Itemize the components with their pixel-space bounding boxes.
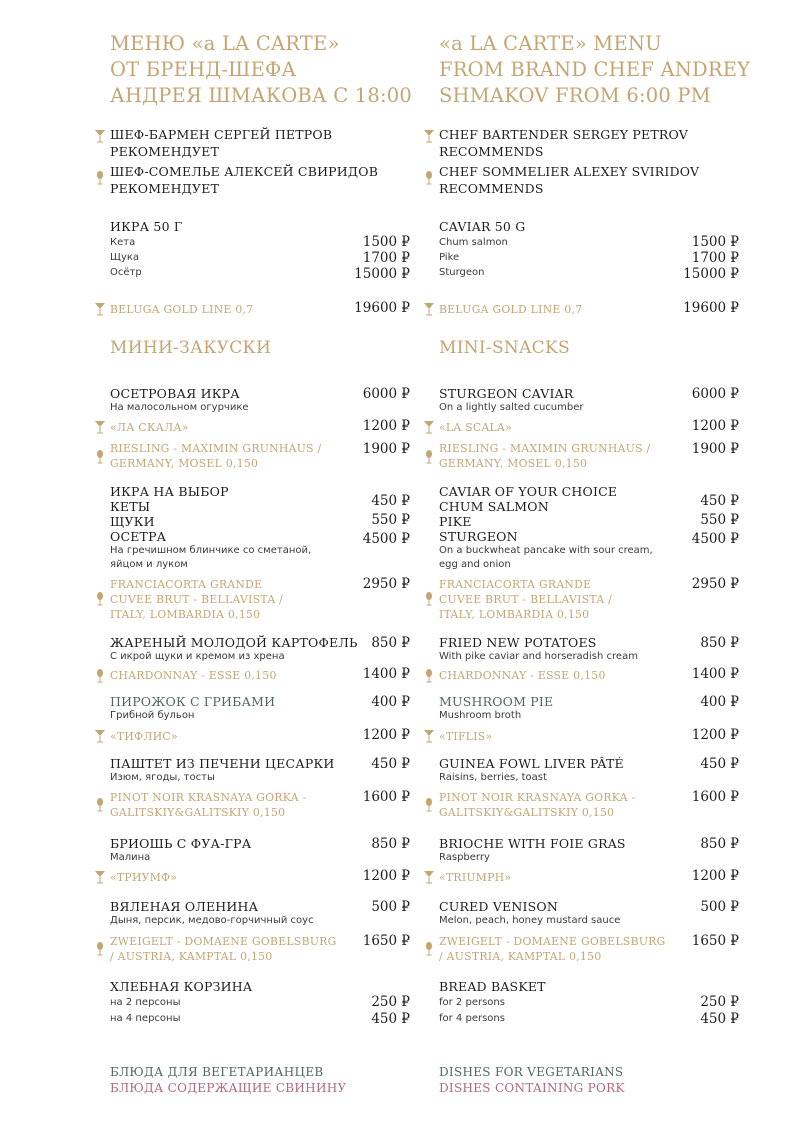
- cocktail-row: [110, 420, 410, 435]
- wine-glass-icon: [94, 798, 106, 812]
- item-price: 15000 ₽: [354, 266, 410, 282]
- legend-vegetarian: DISHES FOR VEGETARIANS: [439, 1065, 624, 1079]
- item-price: 1700 ₽: [691, 250, 739, 266]
- item-name: Chum salmon: [439, 237, 508, 248]
- wine-line: ITALY, LOMBARDIA 0,150: [439, 608, 590, 621]
- menu-item: [439, 266, 739, 280]
- item-name: ВЯЛЕНАЯ ОЛЕНИНА: [110, 899, 259, 914]
- item-name: Осётр: [110, 267, 142, 278]
- menu-item: [439, 236, 739, 250]
- wine-glass-icon: [94, 669, 106, 683]
- wine-line: GALITSKIY&GALITSKIY 0,150: [110, 806, 286, 819]
- wine-row: [110, 577, 410, 622]
- menu-item: [110, 236, 410, 250]
- cocktail-row: [439, 870, 739, 885]
- caviar-heading: CAVIAR 50 G: [439, 219, 526, 234]
- wine-glass-icon: [94, 592, 106, 606]
- wine-glass-icon: [423, 798, 435, 812]
- item-description: Mushroom broth: [439, 710, 522, 721]
- wine-line: RIESLING - MAXIMIN GRUNHAUS /: [110, 442, 322, 455]
- menu-item: [110, 484, 410, 572]
- wine-line: ZWEIGELT - DOMAENE GOBELSBURG: [110, 935, 337, 948]
- item-name: на 4 персоны: [110, 1013, 181, 1024]
- wine-glass-icon: [94, 942, 106, 956]
- wine-glass-icon: [423, 171, 435, 185]
- option-name: PIKE: [439, 514, 472, 529]
- drink-name: BELUGA GOLD LINE 0,7: [439, 303, 583, 316]
- bartender-line: RECOMMENDS: [439, 144, 544, 159]
- legend-pork: БЛЮДА СОДЕРЖАЩИЕ СВИНИНУ: [110, 1081, 347, 1095]
- menu-item: [110, 756, 410, 785]
- option-name: STURGEON: [439, 529, 518, 544]
- drink-price: 1400 ₽: [362, 666, 410, 682]
- drink-price: 2950 ₽: [691, 576, 739, 592]
- wine-row: [439, 934, 739, 964]
- item-price: 400 ₽: [371, 694, 410, 710]
- menu-item: [110, 635, 410, 664]
- item-name: Кета: [110, 237, 136, 248]
- menu-item: [439, 694, 739, 723]
- cocktail-glass-icon: [423, 870, 435, 884]
- sommelier-recommends: [110, 163, 410, 197]
- drink-name: «TRIUMPH»: [439, 871, 512, 884]
- item-price: 550 ₽: [371, 512, 410, 528]
- cocktail-glass-icon: [94, 870, 106, 884]
- item-price: 450 ₽: [700, 756, 739, 772]
- wine-line: ITALY, LOMBARDIA 0,150: [110, 608, 261, 621]
- item-description: On a lightly salted cucumber: [439, 402, 584, 413]
- cocktail-glass-icon: [423, 420, 435, 434]
- item-description: На гречишном блинчике со сметаной,: [110, 545, 312, 556]
- item-name: for 4 persons: [439, 1013, 505, 1024]
- item-price: 850 ₽: [371, 635, 410, 651]
- drink-price: 1650 ₽: [691, 933, 739, 949]
- drink-name: «ТИФЛИС»: [110, 730, 178, 743]
- wine-row: [439, 668, 739, 683]
- item-description: With pike caviar and horseradish cream: [439, 651, 638, 662]
- item-description: Грибной бульон: [110, 710, 195, 721]
- item-price: 500 ₽: [700, 899, 739, 915]
- wine-row: [439, 790, 739, 820]
- wine-glass-icon: [423, 450, 435, 464]
- bread-heading: ХЛЕБНАЯ КОРЗИНА: [110, 979, 253, 994]
- item-price: 4500 ₽: [362, 531, 410, 547]
- item-price: 450 ₽: [700, 493, 739, 509]
- wine-glass-icon: [94, 450, 106, 464]
- menu-item: [110, 836, 410, 865]
- menu-item: [439, 386, 739, 415]
- wine-row: [110, 934, 410, 964]
- option-name: КЕТЫ: [110, 499, 151, 514]
- item-name: ИКРА НА ВЫБОР: [110, 484, 229, 499]
- wine-row: [439, 577, 739, 622]
- item-price: 850 ₽: [700, 836, 739, 852]
- menu-item: [439, 996, 739, 1010]
- item-name: БРИОШЬ С ФУА-ГРА: [110, 836, 252, 851]
- cocktail-row: [110, 302, 410, 317]
- drink-name: «ТРИУМФ»: [110, 871, 178, 884]
- wine-glass-icon: [423, 669, 435, 683]
- wine-glass-icon: [94, 171, 106, 185]
- item-price: 850 ₽: [700, 635, 739, 651]
- item-name: FRIED NEW POTATOES: [439, 635, 597, 650]
- title-line: FROM BRAND CHEF ANDREY: [439, 58, 751, 81]
- drink-name: «ЛА СКАЛА»: [110, 421, 189, 434]
- item-price: 6000 ₽: [362, 386, 410, 402]
- menu-item: [439, 756, 739, 785]
- sommelier-line: РЕКОМЕНДУЕТ: [110, 181, 220, 196]
- item-name: for 2 persons: [439, 997, 505, 1008]
- item-description: Raspberry: [439, 852, 490, 863]
- wine-line: PINOT NOIR KRASNAYA GORKA -: [439, 791, 636, 804]
- cocktail-row: [439, 729, 739, 744]
- bartender-line: ШЕФ-БАРМЕН СЕРГЕЙ ПЕТРОВ: [110, 127, 333, 142]
- wine-row: [110, 668, 410, 683]
- item-description: Raisins, berries, toast: [439, 772, 547, 783]
- drink-name: «TIFLIS»: [439, 730, 493, 743]
- drink-price: 1200 ₽: [691, 868, 739, 884]
- wine-row: [110, 441, 410, 471]
- bartender-line: CHEF BARTENDER SERGEY PETROV: [439, 127, 688, 142]
- item-price: 450 ₽: [700, 1011, 739, 1027]
- item-name: ПАШТЕТ ИЗ ПЕЧЕНИ ЦЕСАРКИ: [110, 756, 335, 771]
- title-line: «a LA CARTE» MENU: [439, 32, 662, 55]
- title-line: МЕНЮ «a LA CARTE»: [110, 32, 340, 55]
- drink-price: 1600 ₽: [691, 789, 739, 805]
- wine-line: ZWEIGELT - DOMAENE GOBELSBURG: [439, 935, 666, 948]
- cocktail-glass-icon: [423, 729, 435, 743]
- drink-price: 1200 ₽: [362, 868, 410, 884]
- caviar-heading: ИКРА 50 Г: [110, 219, 183, 234]
- title-line: SHMAKOV FROM 6:00 PM: [439, 84, 711, 107]
- item-description: Melon, peach, honey mustard sauce: [439, 915, 621, 926]
- item-price: 850 ₽: [371, 836, 410, 852]
- drink-price: 1200 ₽: [691, 727, 739, 743]
- cocktail-glass-icon: [94, 729, 106, 743]
- menu-item: [439, 1012, 739, 1026]
- cocktail-glass-icon: [94, 302, 106, 316]
- drink-price: 1400 ₽: [691, 666, 739, 682]
- cocktail-glass-icon: [423, 129, 435, 143]
- item-price: 500 ₽: [371, 899, 410, 915]
- item-description: яйцом и луком: [110, 559, 188, 570]
- item-price: 1500 ₽: [691, 234, 739, 250]
- item-description: С икрой щуки и кремом из хрена: [110, 651, 285, 662]
- sommelier-line: ШЕФ-СОМЕЛЬЕ АЛЕКСЕЙ СВИРИДОВ: [110, 164, 379, 179]
- item-name: ПИРОЖОК С ГРИБАМИ: [110, 694, 276, 709]
- item-name: BRIOCHE WITH FOIE GRAS: [439, 836, 626, 851]
- item-name: Sturgeon: [439, 267, 485, 278]
- item-name: GUINEA FOWL LIVER PÂTÉ: [439, 756, 624, 771]
- menu-item: [439, 251, 739, 265]
- wine-line: FRANCIACORTA GRANDE: [439, 578, 592, 591]
- section-title: MINI-SNACKS: [439, 338, 570, 358]
- menu-item: [110, 251, 410, 265]
- drink-price: 1200 ₽: [691, 418, 739, 434]
- legend-vegetarian: БЛЮДА ДЛЯ ВЕГЕТАРИАНЦЕВ: [110, 1065, 324, 1079]
- menu-item: [110, 386, 410, 415]
- menu-title: [110, 31, 413, 109]
- menu-item: [439, 635, 739, 664]
- drink-price: 1200 ₽: [362, 418, 410, 434]
- item-name: Щука: [110, 252, 140, 263]
- bartender-recommends: [110, 126, 410, 160]
- item-name: ОСЕТРОВАЯ ИКРА: [110, 386, 240, 401]
- drink-price: 2950 ₽: [362, 576, 410, 592]
- sommelier-recommends: [439, 163, 739, 197]
- item-price: 15000 ₽: [683, 266, 739, 282]
- bread-heading: BREAD BASKET: [439, 979, 546, 994]
- bartender-line: РЕКОМЕНДУЕТ: [110, 144, 220, 159]
- option-name: ОСЕТРА: [110, 529, 167, 544]
- cocktail-glass-icon: [94, 129, 106, 143]
- drink-price: 19600 ₽: [354, 300, 410, 316]
- wine-line: / AUSTRIA, KAMPTAL 0,150: [110, 950, 273, 963]
- item-name: ЖАРЕНЫЙ МОЛОДОЙ КАРТОФЕЛЬ: [110, 635, 358, 650]
- item-price: 250 ₽: [371, 994, 410, 1010]
- menu-item: [110, 1012, 410, 1026]
- wine-line: CHARDONNAY - ESSE 0,150: [439, 669, 606, 682]
- item-name: CURED VENISON: [439, 899, 559, 914]
- item-price: 400 ₽: [700, 694, 739, 710]
- wine-row: [110, 790, 410, 820]
- option-name: ЩУКИ: [110, 514, 155, 529]
- menu-item: [439, 484, 739, 572]
- drink-name: «LA SCALA»: [439, 421, 513, 434]
- title-line: ОТ БРЕНД-ШЕФА: [110, 58, 297, 81]
- cocktail-row: [110, 729, 410, 744]
- cocktail-row: [439, 420, 739, 435]
- wine-line: PINOT NOIR KRASNAYA GORKA -: [110, 791, 307, 804]
- cocktail-glass-icon: [94, 420, 106, 434]
- sommelier-line: RECOMMENDS: [439, 181, 544, 196]
- wine-line: GERMANY, MOSEL 0,150: [439, 457, 588, 470]
- item-name: CAVIAR OF YOUR CHOICE: [439, 484, 618, 499]
- drink-price: 1600 ₽: [362, 789, 410, 805]
- wine-line: CUVEE BRUT - BELLAVISTA /: [110, 593, 284, 606]
- wine-row: [439, 441, 739, 471]
- wine-line: RIESLING - MAXIMIN GRUNHAUS /: [439, 442, 651, 455]
- cocktail-row: [110, 870, 410, 885]
- menu-item: [110, 996, 410, 1010]
- drink-price: 1900 ₽: [691, 441, 739, 457]
- option-name: CHUM SALMON: [439, 499, 549, 514]
- item-price: 6000 ₽: [691, 386, 739, 402]
- item-price: 450 ₽: [371, 493, 410, 509]
- item-price: 1500 ₽: [362, 234, 410, 250]
- drink-price: 1200 ₽: [362, 727, 410, 743]
- menu-title: [439, 31, 751, 109]
- menu-item: [439, 899, 739, 928]
- item-price: 4500 ₽: [691, 531, 739, 547]
- item-name: на 2 персоны: [110, 997, 181, 1008]
- section-title: МИНИ-ЗАКУСКИ: [110, 338, 272, 358]
- item-price: 450 ₽: [371, 1011, 410, 1027]
- menu-item: [439, 836, 739, 865]
- wine-line: CHARDONNAY - ESSE 0,150: [110, 669, 277, 682]
- item-name: MUSHROOM PIE: [439, 694, 554, 709]
- menu-item: [110, 694, 410, 723]
- wine-line: FRANCIACORTA GRANDE: [110, 578, 263, 591]
- wine-glass-icon: [423, 942, 435, 956]
- item-description: On a buckwheat pancake with sour cream,: [439, 545, 653, 556]
- drink-name: BELUGA GOLD LINE 0,7: [110, 303, 254, 316]
- item-description: На малосольном огурчике: [110, 402, 249, 413]
- item-price: 450 ₽: [371, 756, 410, 772]
- cocktail-row: [439, 302, 739, 317]
- cocktail-glass-icon: [423, 302, 435, 316]
- wine-glass-icon: [423, 592, 435, 606]
- menu-item: [110, 266, 410, 280]
- wine-line: / AUSTRIA, KAMPTAL 0,150: [439, 950, 602, 963]
- menu-item: [110, 899, 410, 928]
- sommelier-line: CHEF SOMMELIER ALEXEY SVIRIDOV: [439, 164, 700, 179]
- item-description: Дыня, персик, медово-горчичный соус: [110, 915, 314, 926]
- item-description: Малина: [110, 852, 151, 863]
- drink-price: 1650 ₽: [362, 933, 410, 949]
- drink-price: 1900 ₽: [362, 441, 410, 457]
- item-price: 1700 ₽: [362, 250, 410, 266]
- bartender-recommends: [439, 126, 739, 160]
- item-description: egg and onion: [439, 559, 511, 570]
- wine-line: GERMANY, MOSEL 0,150: [110, 457, 259, 470]
- item-name: STURGEON CAVIAR: [439, 386, 574, 401]
- item-price: 550 ₽: [700, 512, 739, 528]
- legend-pork: DISHES CONTAINING PORK: [439, 1081, 625, 1095]
- wine-line: GALITSKIY&GALITSKIY 0,150: [439, 806, 615, 819]
- drink-price: 19600 ₽: [683, 300, 739, 316]
- item-price: 250 ₽: [700, 994, 739, 1010]
- item-name: Pike: [439, 252, 460, 263]
- wine-line: CUVEE BRUT - BELLAVISTA /: [439, 593, 613, 606]
- title-line: АНДРЕЯ ШМАКОВА С 18:00: [110, 84, 413, 107]
- item-description: Изюм, ягоды, тосты: [110, 772, 215, 783]
